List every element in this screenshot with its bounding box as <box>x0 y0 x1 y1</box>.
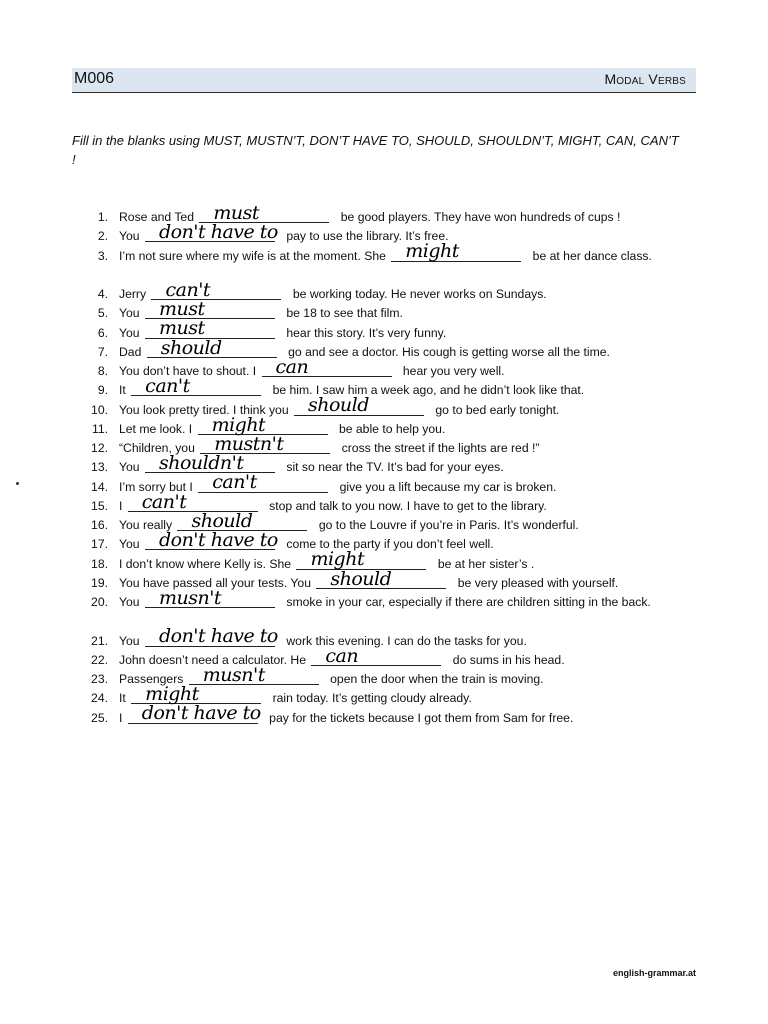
exercise-item <box>82 394 682 420</box>
sentence-end: hear you very well. <box>402 364 505 378</box>
sentence-end: be at her dance class. <box>532 248 652 263</box>
exercise-sentence <box>119 394 679 420</box>
exercise-item <box>82 490 682 516</box>
exercise-list <box>82 201 682 728</box>
exercise-number: 24. <box>91 691 108 706</box>
exercise-sentence <box>119 663 679 689</box>
exercise-number: 14. <box>91 479 108 494</box>
answer-blank[interactable] <box>391 240 521 263</box>
exercise-item <box>82 702 682 728</box>
sentence-end: be good players. They have won hundreds of cups ! <box>340 210 621 224</box>
instructions: Fill in the blanks using MUST, MUSTN’T, DON’T HAVE TO, SHOULD, SHOULDN’T, MIGHT, CAN, CAN’T ! <box>72 133 679 167</box>
handwritten-answer: must <box>158 317 205 340</box>
exercise-sentence <box>119 471 679 497</box>
sentence-end: be working today. He never works on Sundays. <box>292 287 547 301</box>
exercise-sentence <box>119 413 679 439</box>
sentence-start: You <box>119 229 140 244</box>
exercise-sentence <box>119 375 679 400</box>
sentence-end: go and see a doctor. His cough is getting worse all the time. <box>288 344 610 359</box>
sentence-end: hear this story. It’s very funny. <box>286 325 447 340</box>
handwritten-answer: don't have to <box>158 221 278 243</box>
exercise-number: 23. <box>91 672 108 686</box>
exercise-item <box>82 221 682 246</box>
sentence-start: I’m not sure where my wife is at the moment. She <box>119 248 386 263</box>
handwritten-answer: can't <box>212 471 257 494</box>
sentence-end: sit so near the TV. It’s bad for your eyes. <box>286 460 504 475</box>
exercise-number: 25. <box>91 710 108 725</box>
exercise-number: 2. <box>97 229 108 244</box>
exercise-sentence <box>119 625 679 651</box>
answer-blank[interactable] <box>316 567 446 590</box>
handwritten-answer: can <box>275 355 309 378</box>
sentence-end: stop and talk to you now. I have to get to the library. <box>269 498 547 513</box>
sentence-end: open the door when the train is moving. <box>330 672 544 686</box>
sentence-end: cross the street if the lights are red !” <box>341 441 540 455</box>
sentence-start: I <box>119 498 123 513</box>
handwritten-answer: mustn't <box>214 432 284 455</box>
exercise-number: 21. <box>91 633 108 648</box>
handwritten-answer: might <box>405 240 459 263</box>
answer-blank[interactable] <box>145 586 275 609</box>
exercise-number: 7. <box>97 344 108 359</box>
answer-blank[interactable] <box>131 375 261 397</box>
handwritten-answer: don't have to <box>158 529 278 551</box>
answer-blank[interactable] <box>145 529 278 551</box>
handwritten-answer: don't have to <box>158 625 278 648</box>
exercise-item <box>82 644 682 670</box>
exercise-sentence <box>119 529 679 554</box>
sentence-start: Let me look. I <box>119 421 193 436</box>
footer-source: english-grammar.at <box>612 968 696 978</box>
answer-blank[interactable] <box>189 663 319 686</box>
sentence-end: rain today. It’s getting cloudy already. <box>272 691 472 706</box>
sentence-end: be at her sister’s . <box>437 556 535 571</box>
sentence-start: I’m sorry but I <box>119 479 193 494</box>
exercise-number: 16. <box>91 518 108 532</box>
sentence-end: pay to use the library. It’s free. <box>286 229 449 244</box>
sentence-end: be very pleased with yourself. <box>457 575 619 590</box>
exercise-number: 1. <box>97 210 108 224</box>
exercise-number: 10. <box>91 402 108 417</box>
sentence-start: John doesn’t need a calculator. He <box>119 652 307 667</box>
exercise-item <box>82 452 682 477</box>
handwritten-answer: should <box>330 567 392 590</box>
sentence-start: Passengers <box>119 672 184 686</box>
exercise-sentence <box>119 240 679 266</box>
sentence-start: “Children, you <box>119 441 195 455</box>
handwritten-answer: should <box>308 394 369 417</box>
answer-blank[interactable] <box>147 336 277 359</box>
answer-blank[interactable] <box>145 625 278 648</box>
worksheet-title: Modal Verbs <box>604 71 686 87</box>
handwritten-answer: should <box>191 509 253 532</box>
sentence-start: You <box>119 595 140 609</box>
exercise-item <box>82 375 682 400</box>
sentence-start: You <box>119 633 140 648</box>
exercise-item <box>82 529 682 554</box>
handwritten-answer: must <box>158 298 205 320</box>
exercise-sentence <box>119 548 679 574</box>
handwritten-answer: musn't <box>158 586 222 609</box>
answer-blank[interactable] <box>198 471 328 494</box>
handwritten-answer: might <box>211 413 266 436</box>
exercise-number: 5. <box>97 306 108 321</box>
stray-dot <box>16 482 19 485</box>
exercise-number: 19. <box>91 575 108 590</box>
exercise-number: 12. <box>91 441 108 455</box>
sentence-start: You <box>119 325 140 340</box>
sentence-end: pay for the tickets because I got them from Sam for free. <box>269 710 574 725</box>
exercise-number: 15. <box>91 498 108 513</box>
answer-blank[interactable] <box>262 355 392 378</box>
exercise-sentence <box>119 452 679 477</box>
handwritten-answer: must <box>213 201 260 224</box>
exercise-number: 20. <box>91 595 108 609</box>
handwritten-answer: can't <box>165 278 211 301</box>
exercise-number: 18. <box>91 556 108 571</box>
sentence-end: go to the Louvre if you’re in Paris. It’s wonderful. <box>318 518 579 532</box>
handwritten-answer: can <box>325 644 359 667</box>
exercise-sentence <box>119 355 679 381</box>
handwritten-answer: musn't <box>202 663 265 686</box>
sentence-start: It <box>119 691 126 706</box>
handwritten-answer: can't <box>141 490 187 513</box>
sentence-start: You <box>119 306 140 321</box>
exercise-sentence <box>119 702 679 728</box>
sentence-start: Dad <box>119 344 142 359</box>
exercise-item <box>82 336 682 362</box>
sentence-end: be able to help you. <box>338 421 446 436</box>
sentence-end: give you a lift because my car is broken. <box>339 479 557 494</box>
answer-blank[interactable] <box>311 644 441 667</box>
handwritten-answer: might <box>310 548 365 571</box>
sentence-start: Jerry <box>119 287 147 301</box>
handwritten-answer: shouldn't <box>158 452 244 474</box>
sentence-end: come to the party if you don’t feel well. <box>286 537 494 552</box>
sentence-start: I don’t know where Kelly is. She <box>119 556 292 571</box>
sentence-start: You <box>119 537 140 552</box>
sentence-end: be 18 to see that film. <box>286 306 403 321</box>
exercise-sentence <box>119 586 679 612</box>
exercise-sentence <box>119 221 679 246</box>
sentence-start: You <box>119 460 140 475</box>
sentence-start: You have passed all your tests. You <box>119 575 311 590</box>
sentence-end: be him. I saw him a week ago, and he didn’t look like that. <box>272 383 585 398</box>
handwritten-answer: should <box>160 336 222 359</box>
sentence-end: go to bed early tonight. <box>435 402 560 417</box>
exercise-number: 3. <box>97 248 108 263</box>
worksheet-code: M006 <box>74 70 115 87</box>
sentence-end: smoke in your car, especially if there are children sitting in the back. <box>286 595 651 609</box>
exercise-number: 8. <box>97 364 108 378</box>
answer-blank[interactable] <box>128 702 261 725</box>
handwritten-answer: can't <box>145 375 190 397</box>
sentence-end: work this evening. I can do the tasks for you. <box>286 633 527 648</box>
handwritten-answer: don't have to <box>141 702 261 725</box>
sentence-start: Rose and Ted <box>119 210 194 224</box>
exercise-number: 13. <box>91 460 108 475</box>
exercise-number: 11. <box>91 421 108 436</box>
exercise-item <box>82 413 682 439</box>
sentence-start: It <box>119 383 126 398</box>
page-header <box>72 68 696 93</box>
exercise-number: 9. <box>97 383 108 398</box>
sentence-end: do sums in his head. <box>452 652 565 667</box>
exercise-number: 6. <box>97 325 108 340</box>
answer-blank[interactable] <box>145 221 278 243</box>
exercise-number: 17. <box>91 537 108 552</box>
sentence-start: You look pretty tired. I think you <box>119 402 289 417</box>
exercise-item <box>82 625 682 651</box>
answer-blank[interactable] <box>294 394 424 417</box>
exercise-number: 4. <box>97 287 108 301</box>
sentence-start: You don’t have to shout. I <box>119 364 257 378</box>
exercise-sentence <box>119 336 679 362</box>
sentence-start: You really <box>119 518 173 532</box>
exercise-number: 22. <box>91 652 108 667</box>
sentence-start: I <box>119 710 123 725</box>
handwritten-answer: might <box>145 683 199 705</box>
